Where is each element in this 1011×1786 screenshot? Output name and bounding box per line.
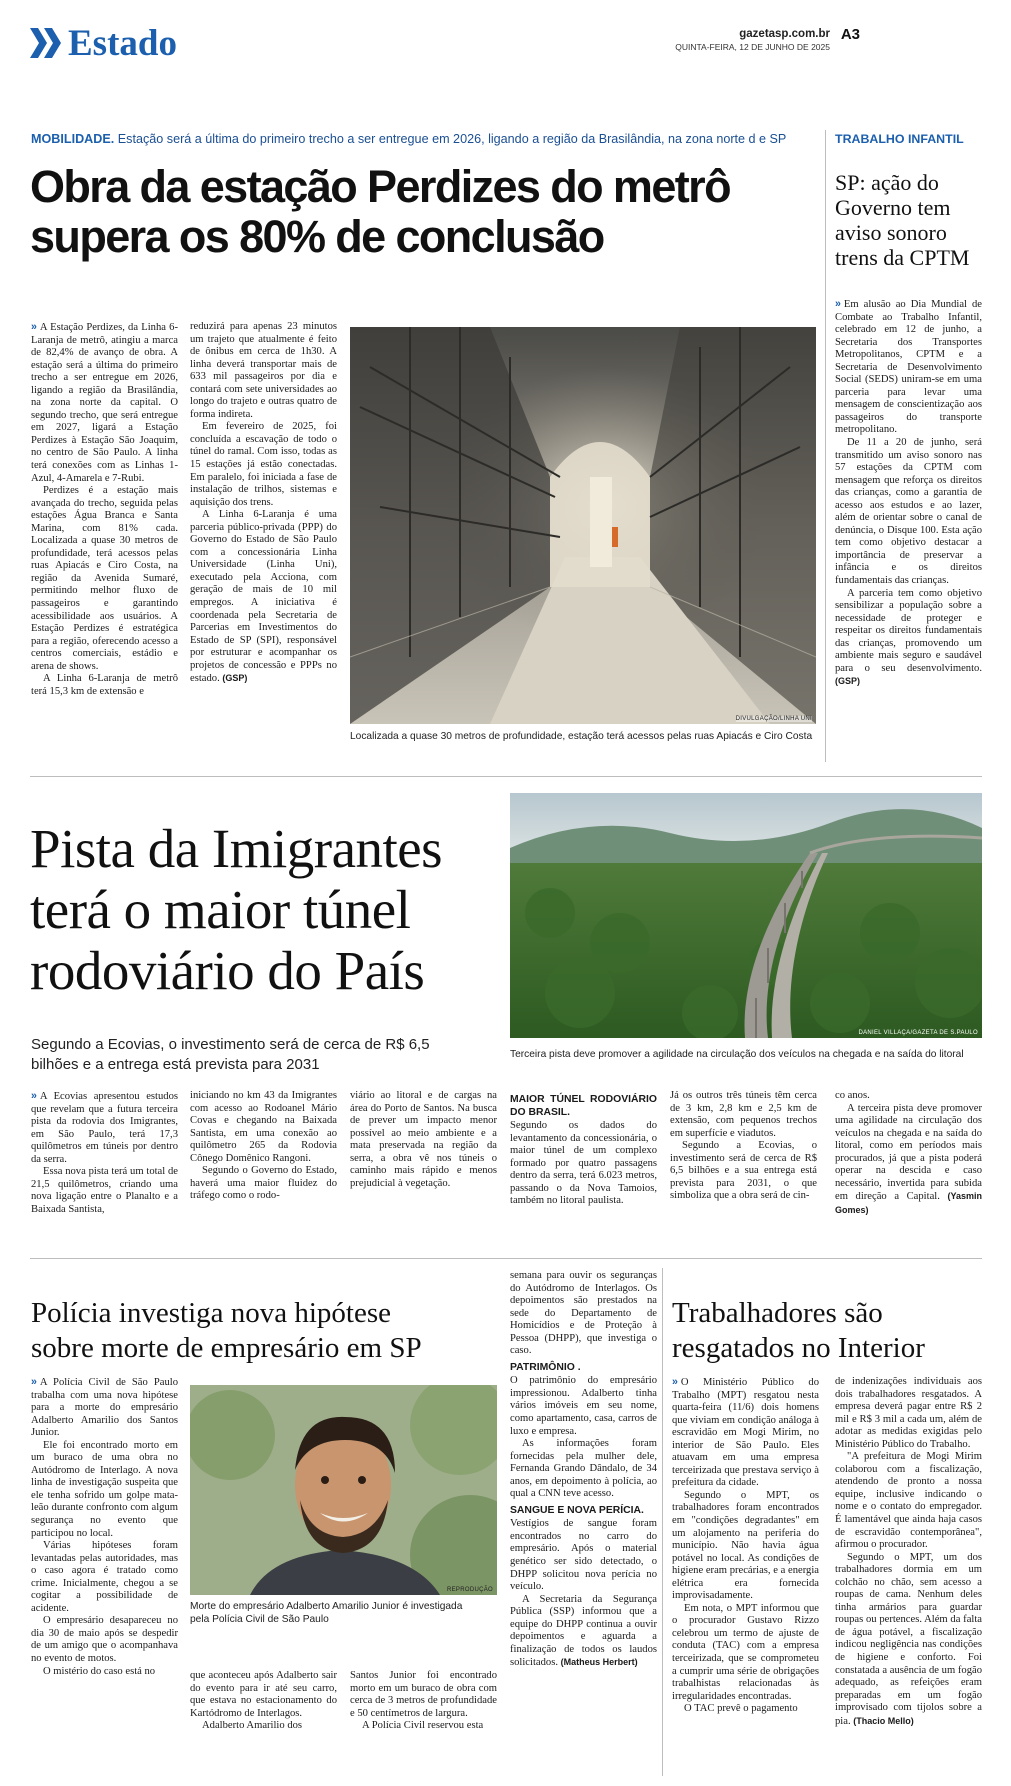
site-url[interactable]: gazetasp.com.br — [739, 28, 830, 40]
sidebar-column — [835, 298, 982, 689]
portrait-illustration — [190, 1385, 497, 1595]
sidebar-para: De 11 a 20 de junho, será transmitido um aviso sonoro nas 57 estações da CPTM com mensagem que reforça os direitos das crianças, como a garantia de acesso aos estudos e ao lazer, além de orientar sobre o canal de denúncia, o Disque 100. Esta ação tem como objetivo destacar a importância de preservar a infância e os direitos fundamentais das crianças. — [835, 437, 982, 587]
column-divider — [825, 130, 826, 762]
story3-para: As informações foram fornecidas pela mulher dele, Fernanda Grando Dândalo, de 34 anos, em depoimento à polícia, ao qual a CNN teve acesso. — [510, 1438, 657, 1500]
story3-para: Santos Junior foi encontrado morto em um buraco de obra com cerca de 3 metros de profundidade e 50 centímetros de largura. — [350, 1670, 497, 1719]
story3-caption-line1: Morte do empresário Adalberto Amarilio Junior é investigada — [190, 1601, 463, 1612]
story3-para: Vestígios de sangue foram encontrados no carro do empresário. Após o material genético ser sido detectado, o DHPP solicitou nova perícia no veículo. — [510, 1518, 657, 1593]
story2-para: A terceira pista deve promover uma agilidade na circulação dos veículos na chegada e na saída do litoral, como em períodos mais procurados, já que a pista poderá operar na descida e caso necessário, invertida para subida em direção a Capital. (Yasmin Gomes) — [835, 1102, 982, 1215]
story3-column-3 — [350, 1670, 497, 1733]
story3-para: que aconteceu após Adalberto sair do evento para ir até seu carro, que estava no estacionamento do Kartódromo de Interlagos. — [190, 1670, 337, 1719]
story2-column-3 — [350, 1090, 497, 1190]
story2-photo-credit: DANIEL VILLAÇA/GAZETA DE S.PAULO — [858, 1030, 978, 1036]
highway-photo — [510, 793, 982, 1038]
section-divider — [30, 776, 982, 777]
section-title: Estado — [68, 23, 177, 64]
story2-para: Segundo o Governo do Estado, haverá uma maior fluidez do tráfego como o rodo- — [190, 1165, 337, 1202]
story4-para: de indenizações individuais aos dois trabalhadores resgatados. A empresa deverá pagar entre R$ 2 mil e R$ 3 mil a cada um, além de adotar as medidas exigidas pelo Ministério Público do Trabalho. — [835, 1376, 982, 1450]
story1-kicker-text: Estação será a última do primeiro trecho a ser entregue em 2026, ligando a região da Brasilândia, na zona norte d e SP — [117, 132, 787, 146]
story3-para: Ele foi encontrado morto em um buraco de uma obra no Autódromo de Interlago. A nova linha de investigação suspeita que ele tenha sofrido um golpe mata-leão durante confronto com algum segurança no evento que participou no local. — [31, 1439, 178, 1539]
story3-para: O patrimônio do empresário impressionou. Adalberto tinha vários imóveis em seu nome, como apartamento, casa, carros de luxo e empresa. — [510, 1375, 657, 1437]
story1-photo-credit: DIVULGAÇÃO/LINHA UNI — [735, 716, 812, 722]
story3-para: A Polícia Civil reservou esta — [362, 1720, 484, 1732]
story2-subhead: MAIOR TÚNEL RODOVIÁRIO DO BRASIL. — [510, 1094, 657, 1118]
story3-subhead-1: PATRIMÔNIO . — [510, 1361, 581, 1373]
story2-para: Essa nova pista terá um total de 21,5 quilômetros, criando uma nova ligação entre o Planalto e a Baixada Santista, — [31, 1166, 178, 1215]
story1-para: A Linha 6-Laranja de metrô terá 15,3 km de extensão e — [31, 673, 178, 697]
story1-kicker: MOBILIDADE. — [31, 132, 115, 146]
tunnel-illustration — [350, 327, 816, 724]
story3-caption-line2: pela Polícia Civil de São Paulo — [190, 1614, 329, 1625]
story4-para: » O Ministério Público do Trabalho (MPT) resgatou nesta quarta-feira (11/6) dois homens que viviam em condição análoga à escravidão em Mogi Mirim, no interior de São Paulo. Eles atuavam em uma empresa terceirizada que prestava serviço à prefeitura da cidade. — [672, 1376, 819, 1489]
story4-headline — [672, 1296, 925, 1366]
story1-caption: Localizada a quase 30 metros de profundidade, estação terá acessos pelas ruas Apiacás e Ciro Costa — [350, 731, 813, 742]
story3-headline-line2: sobre morte de empresário em SP — [31, 1332, 422, 1364]
story4-para: Em nota, o MPT informou que o procurador Gustavo Rizzo celebrou um termo de ajuste de conduta (TAC) com a empresa terceirizada, que se comprometeu a cumprir uma série de obrigações trabalhistas relacionadas às irregularidades encontradas. — [672, 1602, 819, 1702]
story3-para: A Secretaria da Segurança Pública (SSP) informou que a equipe do DHPP continua a ouvir depoimentos e aguarda a finalização de todos os laudos solicitados. (Matheus Herbert) — [510, 1593, 657, 1669]
story1-kicker-line — [31, 132, 786, 146]
story2-column-6 — [835, 1090, 982, 1217]
story3-column-4 — [510, 1270, 657, 1670]
story1-para: reduzirá para apenas 23 minutos um trajeto que atualmente é feito de ônibus em cerca de 1h30. A linha deverá transportar mais de 633 mil passageiros por dia e contará com sete universidades ao longo do trajeto e outras quatro de forma indireta. — [190, 321, 337, 420]
chevron-logo-icon — [30, 28, 64, 58]
story2-headline — [30, 818, 442, 1001]
story1-para: A Linha 6-Laranja é uma parceria público-privada (PPP) do Governo do Estado de São Paulo com a concessionária Linha Universidade (Linha Uni), executado pela Acciona, com geração de mais de 10 mil empregos. A iniciativa é coordenada pela Secretaria de Parcerias em Investimentos do Estado de SP (SPI), responsável por estruturar e acompanhar os projetos de concessão e PPPs no estado. (GSP) — [190, 509, 337, 685]
story4-para: Segundo o MPT, um dos trabalhadores dormia em um colchão no chão, sem acesso a roupas de cama. Nenhum deles tinha armários para guardar roupas ou pertences. Além da falta de água potável, a fiscalização indicou negligência nas condições de higiene e conforto. Foi constatada a ausência de um fogão adequado, as refeições eram preparadas em um fogão improvisado com tijolos sobre a pia. (Thacio Mello) — [835, 1551, 982, 1727]
story4-para: "A prefeitura de Mogi Mirim colaborou com a fiscalização, atendendo de pronto a nossa equipe, inclusive indicando o nome e o contato do empregador. É lamentável que ainda haja casos de escravidão contemporânea", afirmou o procurador. — [835, 1451, 982, 1551]
story1-headline-line2: supera os 80% de conclusão — [30, 211, 604, 262]
story2-para: viário ao litoral e de cargas na área do Porto de Santos. Na busca de prever um impacto menor possível ao meio ambiente e a mata preservada na região da serra, a obra vê nos túneis o caminho mais rápido e menos prejudicial à vegetação. — [350, 1090, 497, 1189]
story1-column-1 — [31, 321, 178, 698]
story4-para: Segundo o MPT, os trabalhadores foram encontrados em "condições degradantes" em um alojamento na periferia do município. Não havia água potável no local. As condições de higiene eram precárias, e a energia elétrica era fornecida improvisadamente. — [672, 1489, 819, 1602]
story2-para: Segundo os dados do levantamento da concessionária, o maior túnel de um complexo formado por quatro passagens dentro da serra, terá 6.023 metros, passando o da Nova Tamoios, também no litoral paulista. — [510, 1120, 657, 1207]
story1-headline-line1: Obra da estação Perdizes do metrô — [30, 161, 730, 212]
sidebar-kicker: TRABALHO INFANTIL — [835, 132, 964, 146]
edition-date: QUINTA-FEIRA, 12 DE JUNHO DE 2025 — [675, 42, 830, 52]
story2-headline-line2: terá o maior túnel — [30, 879, 411, 940]
story2-para: Já os outros três túneis têm cerca de 3 km, 2,8 km e 2,5 km de extensão, com pequenos trechos em superfície e viadutos. — [670, 1090, 817, 1139]
sidebar-headline: SP: ação do Governo tem aviso sonoro trens da CPTM — [835, 170, 970, 270]
story2-headline-line1: Pista da Imigrantes — [30, 818, 443, 879]
story3-column-1 — [31, 1376, 178, 1678]
sidebar-para: A parceria tem como objetivo sensibilizar a população sobre a necessidade de proteger e respeitar os direitos fundamentais das crianças, promovendo um ambiente mais seguro e saudável para o seu desenvolvimento. (GSP) — [835, 587, 982, 687]
story3-para: semana para ouvir os seguranças do Autódromo de Interlagos. Os depoimentos são prestados na sede do Departamento de Homicídios e de Proteção à Pessoa (DHPP), que investiga o caso. — [510, 1270, 657, 1357]
story4-headline-line1: Trabalhadores são — [672, 1297, 883, 1329]
story2-para: » A Ecovias apresentou estudos que revelam que a futura terceira pista da rodovia dos Imigrantes, em São Paulo, terá 17,3 quilômetros em túneis por dentro da serra. — [31, 1090, 178, 1165]
story1-para: Em fevereiro de 2025, foi concluída a escavação de todo o túnel do ramal. Com isso, todas as 15 estações já estão conectadas. Em paralelo, foi iniciada a fase de instalação de trilhos, sistemas e aquisição dos trens. — [190, 421, 337, 508]
column-divider — [662, 1268, 663, 1776]
page-number: A3 — [840, 26, 860, 43]
story3-para: O mistério do caso está no — [43, 1665, 156, 1677]
story3-caption — [190, 1600, 500, 1626]
businessman-photo — [190, 1385, 497, 1595]
story3-headline — [31, 1296, 422, 1366]
story2-deck-line2: bilhões e a entrega está prevista para 2031 — [31, 1056, 320, 1073]
section-header — [30, 24, 980, 64]
story2-para: iniciando no km 43 da Imigrantes com acesso ao Rodoanel Mário Covas e chegando na Baixada Santista, em uma conexão ao quilômetro 265 da Rodovia Cônego Domênico Rangoni. — [190, 1090, 337, 1164]
story2-column-2 — [190, 1090, 337, 1203]
story2-column-1 — [31, 1090, 178, 1216]
sidebar-para: » Em alusão ao Dia Mundial de Combate ao Trabalho Infantil, celebrado em 12 de junho, a Secretaria dos Transportes Metropolitanos, CPTM e a Secretaria de Desenvolvimento Social (SEDS) uniram-se em uma parceria para levar uma mensagem de conscientização aos passageiros do transporte metropolitano. — [835, 298, 982, 436]
story2-caption: Terceira pista deve promover a agilidade na circulação dos veículos na chegada e na saída do litoral — [510, 1049, 964, 1060]
section-divider — [30, 1258, 982, 1259]
story4-column-2 — [835, 1376, 982, 1728]
story2-headline-line3: rodoviário do País — [30, 940, 425, 1001]
story3-para: » A Polícia Civil de São Paulo trabalha com uma nova hipótese para a morte do empresário Adalberto Amarilio dos Santos Junior. — [31, 1376, 178, 1439]
story4-para: O TAC prevê o pagamento — [684, 1703, 798, 1715]
story1-para: » A Estação Perdizes, da Linha 6-Laranja de metrô, atingiu a marca de 82,4% de avanço de obra. A estação será a última do primeiro trecho a ser entregue em 2026, ligando a região da Brasilândia, na zona norte da capital. O segundo trecho, que será entregue em 2027, ligará a Estação Perdizes à Estação São Joaquim, no centro de São Paulo. A linha terá conexões com as Linhas 1-Azul, 4-Amarela e 7-Rubi. — [31, 321, 178, 484]
story1-headline — [30, 162, 730, 262]
story4-headline-line2: resgatados no Interior — [672, 1332, 925, 1364]
story3-subhead-2: SANGUE E NOVA PERÍCIA. — [510, 1504, 644, 1516]
story3-para: Várias hipóteses foram levantadas pelas autoridades, mas o caso agora é tratado como crime. Inicialmente, chegou a se cogitar a possibilidade de acidente. — [31, 1540, 178, 1614]
story2-column-5 — [670, 1090, 817, 1203]
story2-para: co anos. — [835, 1090, 870, 1101]
story2-column-4 — [510, 1090, 657, 1208]
story2-deck-line1: Segundo a Ecovias, o investimento será de cerca de R$ 6,5 — [31, 1036, 430, 1053]
story1-column-2 — [190, 321, 337, 686]
story3-para: Adalberto Amarilio dos — [202, 1720, 303, 1732]
story3-photo-credit: REPRODUÇÃO — [446, 1587, 493, 1593]
story3-headline-line1: Polícia investiga nova hipótese — [31, 1297, 392, 1329]
highway-illustration — [510, 793, 982, 1038]
story2-para: Segundo a Ecovias, o investimento será de cerca de R$ 6,5 bilhões e a sua entrega está prevista para 2031, o que simboliza que a obra será de cin- — [670, 1140, 817, 1202]
story2-deck — [31, 1035, 430, 1075]
story3-column-2 — [190, 1670, 337, 1733]
story3-para: O empresário desapareceu no dia 30 de maio após se despedir de um amigo que o acompanhava no evento de motos. — [31, 1615, 178, 1665]
metro-station-photo — [350, 327, 816, 724]
story1-para: Perdizes é a estação mais avançada do trecho, seguida pelas estações Água Branca e Santa Marina, com 81% cada. Localizada a quase 30 metros de profundidade, terá acessos pelas ruas Apiacás e Ciro Costa, na região da Avenida Sumaré, permitindo melhor fluxo de passageiros e garantindo acessibilidade aos usuários. A Estação Perdizes é estratégica para a região, oferecendo acesso a centros comerciais, estádio e arena de shows. — [31, 485, 178, 672]
story4-column-1 — [672, 1376, 819, 1716]
